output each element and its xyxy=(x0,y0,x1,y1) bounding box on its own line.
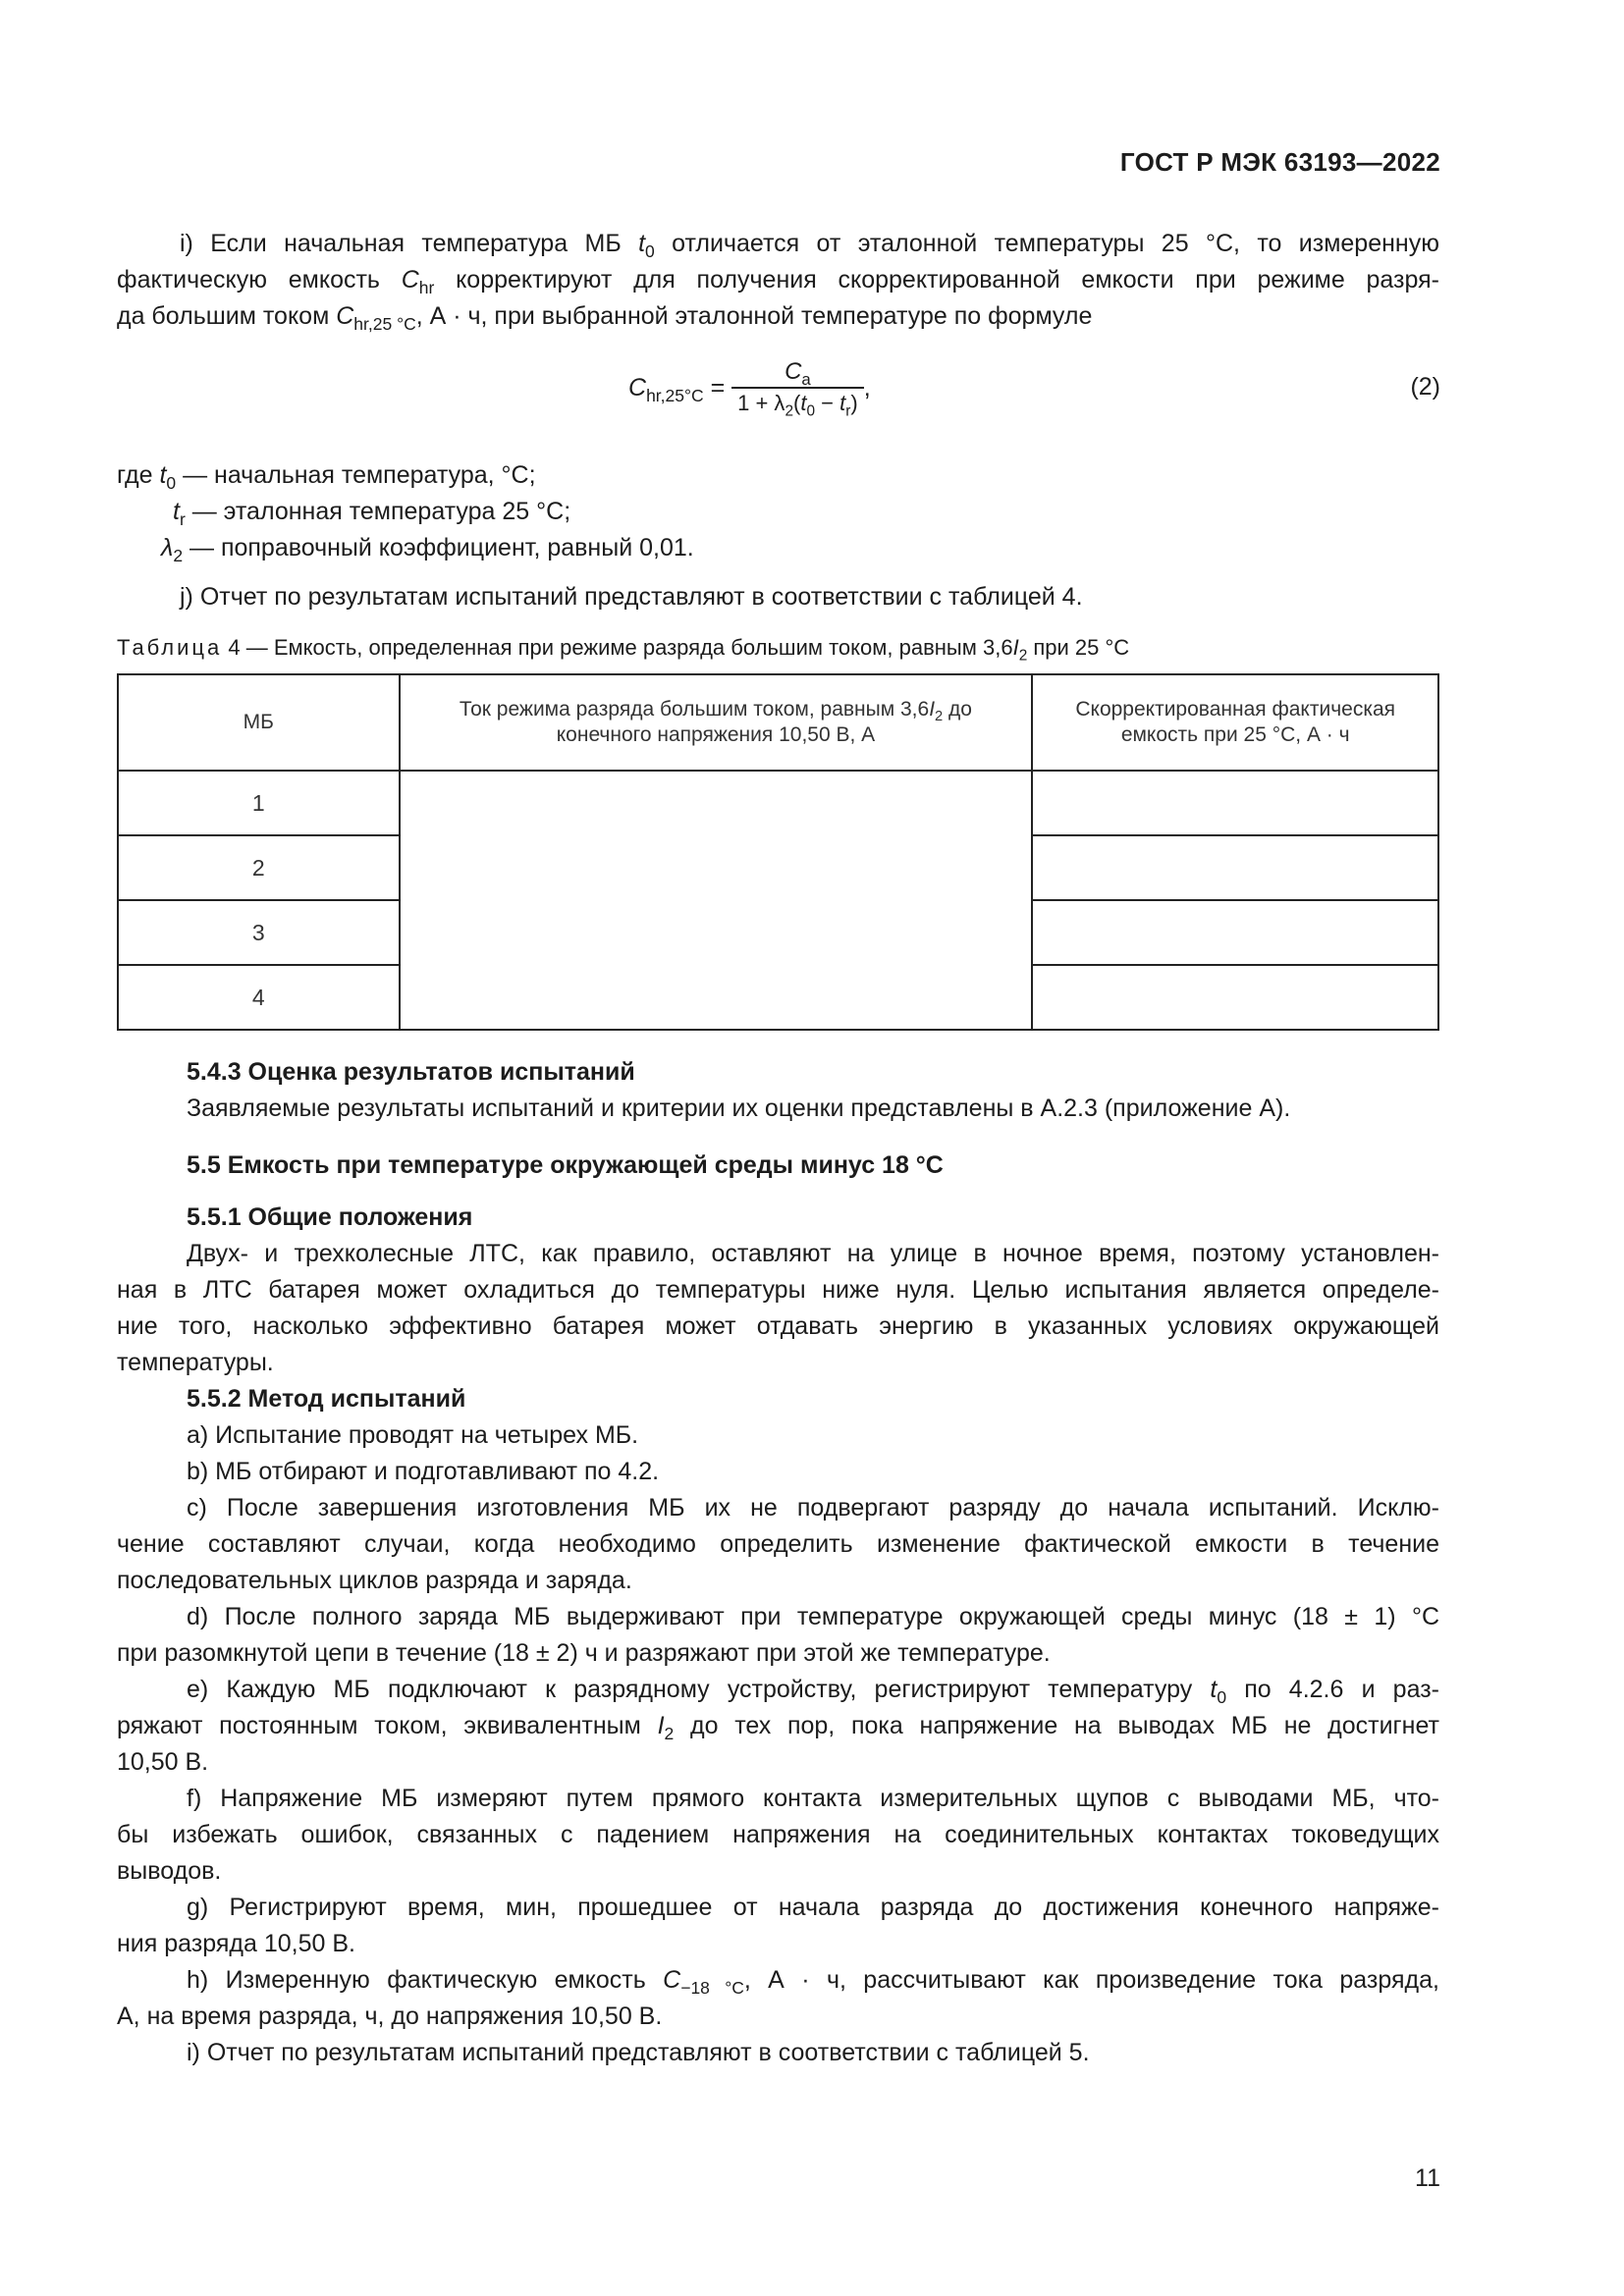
page-number: 11 xyxy=(1415,2164,1440,2192)
table-cell-mb: 3 xyxy=(118,900,400,965)
item-b: b) МБ отбирают и подготавливают по 4.2. xyxy=(187,1458,660,1485)
section-5-5-2-heading: 5.5.2 Метод испытаний xyxy=(187,1385,466,1413)
item-g-line-1: g) Регистрируют время, мин, прошедшее от начала разряда до достижения конечного напряже- xyxy=(187,1894,1439,1921)
section-5-5-1-heading: 5.5.1 Общие положения xyxy=(187,1203,473,1231)
table-header-capacity: Скорректированная фактическая емкость при 25 °С, А · ч xyxy=(1032,674,1438,771)
item-a: a) Испытание проводят на четырех МБ. xyxy=(187,1421,639,1449)
paragraph-i-line-3: да большим током $C_{hr,25 ^\circ C}$, А · ч, при выбранной эталонной температуре по формуле xyxy=(117,302,1093,335)
item-f-line-1: f) Напряжение МБ измеряют путем прямого контакта измерительных щупов с выводами МБ, что- xyxy=(187,1785,1439,1812)
item-g-line-2: ния разряда 10,50 В. xyxy=(117,1930,355,1957)
item-f-line-2: бы избежать ошибок, связанных с падением напряжения на соединительных контактах токоведущих xyxy=(117,1821,1439,1848)
where-item-lambda: $\lambda_2$ — поправочный коэффициент, равный 0,01. xyxy=(161,534,694,566)
item-e-line-1: e) Каждую МБ подключают к разрядному устройству, регистрируют температуру $t_0$ по 4.2.6 и раз- xyxy=(187,1676,1439,1708)
where-item-t0: где $t_0$ — начальная температура, °C; xyxy=(117,461,536,494)
table-header-current: Ток режима разряда большим током, равным $3,6I_2$ до конечного напряжения 10,50 В, А xyxy=(400,674,1033,771)
item-c-line-3: последовательных циклов разряда и заряда. xyxy=(117,1567,632,1594)
table-cell-capacity xyxy=(1032,771,1438,835)
section-5-5-heading: 5.5 Емкость при температуре окружающей среды минус 18 °С xyxy=(187,1151,944,1179)
formula-fraction: $\frac{C_a}{1 + \lambda_2(t_0 - t_r)}$ xyxy=(731,357,864,418)
section-5-5-1-line-2: ная в ЛТС батарея может охладиться до температуры ниже нуля. Целью испытания является определе- xyxy=(117,1276,1439,1304)
table-cell-mb: 4 xyxy=(118,965,400,1030)
section-5-5-1-line-4: температуры. xyxy=(117,1349,274,1376)
table-cell-mb: 1 xyxy=(118,771,400,835)
table-cell-capacity xyxy=(1032,835,1438,900)
item-c-line-2: чение составляют случаи, когда необходимо определить изменение фактической емкости в течение xyxy=(117,1530,1439,1558)
table-4 xyxy=(117,673,1439,1031)
table-cell-mb: 2 xyxy=(118,835,400,900)
item-e-line-3: 10,50 В. xyxy=(117,1748,209,1776)
document-header: ГОСТ Р МЭК 63193—2022 xyxy=(1119,147,1440,177)
paragraph-i-line-1: i) Если начальная температура МБ $t_0$ отличается от эталонной температуры 25 °C, то измеренную xyxy=(180,230,1439,262)
formula-number: (2) xyxy=(1410,373,1440,400)
item-c-line-1: c) После завершения изготовления МБ их не подвергают разряду до начала испытаний. Исклю- xyxy=(187,1494,1439,1522)
table-row xyxy=(118,771,1438,835)
section-5-4-3-heading: 5.4.3 Оценка результатов испытаний xyxy=(187,1058,635,1086)
section-5-5-1-line-3: ние того, насколько эффективно батарея может отдавать энергию в указанных условиях окружающей xyxy=(117,1312,1439,1340)
table-header-mb: МБ xyxy=(118,674,400,771)
item-d-line-2: при разомкнутой цепи в течение (18 ± 2) ч и разряжают при этой же температуре. xyxy=(117,1639,1051,1667)
item-e-line-2: ряжают постоянным током, эквивалентным $I_2$ до тех пор, пока напряжение на выводах МБ не достигнет xyxy=(117,1712,1439,1744)
paragraph-i-line-2: фактическую емкость $C_{hr}$ корректируют для получения скорректированной емкости при режиме разря- xyxy=(117,266,1439,298)
item-h-line-2: А, на время разряда, ч, до напряжения 10,50 В. xyxy=(117,2002,663,2030)
table-cell-current-merged xyxy=(400,771,1033,1030)
item-h-line-1: h) Измеренную фактическую емкость $C_{-18 ^\circ C}$, А · ч, рассчитывают как произведение тока разряда, xyxy=(187,1966,1439,1999)
item-i: i) Отчет по результатам испытаний представляют в соответствии с таблицей 5. xyxy=(187,2039,1090,2066)
table-cell-capacity xyxy=(1032,900,1438,965)
paragraph-j: j) Отчет по результатам испытаний представляют в соответствии с таблицей 4. xyxy=(180,583,1083,611)
section-5-4-3-text: Заявляемые результаты испытаний и критерии их оценки представлены в А.2.3 (приложение А). xyxy=(187,1095,1291,1122)
table-cell-capacity xyxy=(1032,965,1438,1030)
formula-2: $C_{hr,25^\circ C}$ = $\frac{C_a}{1 + \lambda_2(t_0 - t_r)}$ , xyxy=(628,358,871,420)
table-4-caption: Таблица 4 — Емкость, определенная при режиме разряда большим током, равным $3,6I_2$ при 25 °C xyxy=(117,635,1130,665)
item-d-line-1: d) После полного заряда МБ выдерживают при температуре окружающей среды минус (18 ± 1) °С xyxy=(187,1603,1439,1630)
section-5-5-1-line-1: Двух- и трехколесные ЛТС, как правило, оставляют на улице в ночное время, поэтому установлен- xyxy=(187,1240,1439,1267)
where-item-tr: $t_r$ — эталонная температура 25 °C; xyxy=(173,498,571,530)
table-header-row xyxy=(118,674,1438,771)
item-f-line-3: выводов. xyxy=(117,1857,222,1885)
